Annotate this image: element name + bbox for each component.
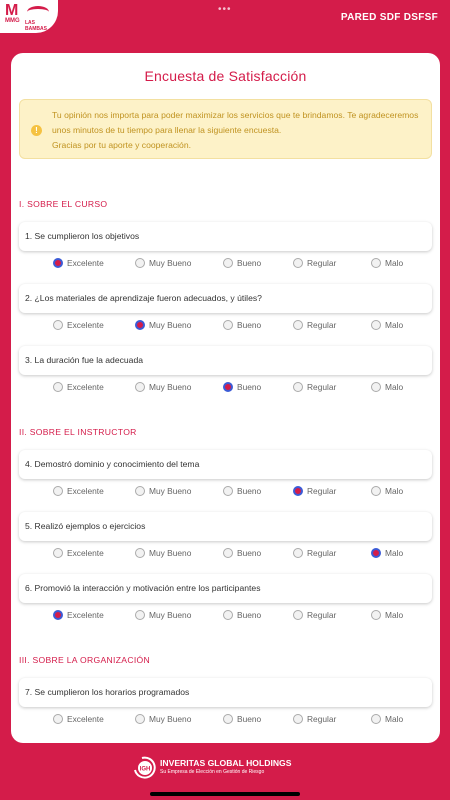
rating-option-label: Muy Bueno — [149, 382, 192, 392]
radio-button[interactable] — [293, 382, 303, 392]
rating-option[interactable] — [293, 486, 336, 496]
top-bar — [0, 0, 450, 35]
section-title: I. SOBRE EL CURSO — [19, 199, 108, 209]
radio-button[interactable] — [371, 382, 381, 392]
rating-option-label: Muy Bueno — [149, 320, 192, 330]
radio-button[interactable] — [223, 258, 233, 268]
radio-button[interactable] — [53, 320, 63, 330]
rating-option-label: Malo — [385, 610, 404, 620]
rating-option[interactable] — [223, 610, 261, 620]
rating-option-label: Excelente — [67, 258, 104, 268]
rating-option-label: Muy Bueno — [149, 258, 192, 268]
radio-button[interactable] — [371, 714, 381, 724]
info-icon: ! — [31, 125, 42, 136]
rating-option-label: Malo — [385, 382, 404, 392]
question-label: 7. Se cumplieron los horarios programados — [19, 678, 432, 707]
rating-option-label: Malo — [385, 714, 404, 724]
home-indicator[interactable] — [150, 792, 300, 796]
rating-option[interactable] — [293, 382, 336, 392]
question-label: 6. Promovió la interacción y motivación entre los participantes — [19, 574, 432, 603]
rating-option-label: Malo — [385, 548, 404, 558]
rating-option-label: Excelente — [67, 382, 104, 392]
company-name: INVERITAS GLOBAL HOLDINGS — [160, 758, 292, 768]
radio-button[interactable] — [53, 610, 63, 620]
rating-option-label: Excelente — [67, 486, 104, 496]
rating-option[interactable] — [293, 610, 336, 620]
rating-option-label: Bueno — [237, 610, 262, 620]
rating-option-label: Regular — [307, 714, 337, 724]
radio-button[interactable] — [53, 714, 63, 724]
survey-title: Encuesta de Satisfacción — [144, 68, 307, 84]
info-line-1: Tu opinión nos importa para poder maximizar los servicios que te brindamos. Te agradeceremos — [52, 110, 419, 120]
radio-button[interactable] — [293, 610, 303, 620]
radio-button[interactable] — [223, 320, 233, 330]
rating-option-label: Bueno — [237, 382, 262, 392]
rating-options — [19, 548, 432, 565]
logo-las-bambas-text: LAS BAMBAS — [25, 20, 47, 32]
radio-button[interactable] — [371, 610, 381, 620]
info-line-3: Gracias por tu aporte y cooperación. — [52, 140, 192, 150]
rating-option[interactable] — [293, 548, 336, 558]
radio-button[interactable] — [371, 258, 381, 268]
rating-option-label: Malo — [385, 258, 404, 268]
survey-sections — [11, 199, 440, 731]
rating-options — [19, 320, 432, 337]
rating-option[interactable] — [223, 548, 261, 558]
rating-option[interactable] — [371, 258, 403, 268]
radio-button[interactable] — [135, 320, 145, 330]
rating-option-label: Bueno — [237, 548, 262, 558]
rating-option-label: Excelente — [67, 548, 104, 558]
radio-button[interactable] — [293, 714, 303, 724]
rating-options — [19, 714, 432, 731]
rating-option-label: Muy Bueno — [149, 610, 192, 620]
rating-option-label: Muy Bueno — [149, 486, 192, 496]
rating-option-label: Regular — [307, 486, 337, 496]
rating-option[interactable] — [371, 320, 403, 330]
question-label: 2. ¿Los materiales de aprendizaje fueron adecuados, y útiles? — [19, 284, 432, 313]
rating-option[interactable] — [135, 548, 191, 558]
radio-button[interactable] — [293, 486, 303, 496]
footer — [0, 743, 450, 793]
rating-option[interactable] — [53, 548, 104, 558]
rating-option[interactable] — [53, 320, 104, 330]
rating-option[interactable] — [223, 258, 261, 268]
rating-options — [19, 258, 432, 275]
rating-option-label: Regular — [307, 548, 337, 558]
rating-option[interactable] — [135, 258, 191, 268]
radio-button[interactable] — [135, 486, 145, 496]
rating-option-label: Bueno — [237, 486, 262, 496]
radio-button[interactable] — [135, 258, 145, 268]
rating-option-label: Regular — [307, 610, 337, 620]
radio-button[interactable] — [53, 486, 63, 496]
radio-button[interactable] — [223, 382, 233, 392]
radio-button[interactable] — [371, 320, 381, 330]
radio-button[interactable] — [135, 548, 145, 558]
radio-button[interactable] — [53, 382, 63, 392]
rating-option[interactable] — [135, 486, 191, 496]
rating-option[interactable] — [293, 714, 336, 724]
radio-button[interactable] — [135, 714, 145, 724]
radio-button[interactable] — [223, 548, 233, 558]
company-tagline: Su Empresa de Elección en Gestión de Riesgo — [160, 769, 265, 775]
radio-button[interactable] — [371, 486, 381, 496]
rating-option[interactable] — [371, 548, 403, 558]
radio-button[interactable] — [135, 610, 145, 620]
rating-option-label: Muy Bueno — [149, 714, 192, 724]
question-label: 1. Se cumplieron los objetivos — [19, 222, 432, 251]
rating-option-label: Excelente — [67, 714, 104, 724]
rating-option-label: Bueno — [237, 258, 262, 268]
rating-option[interactable] — [371, 714, 403, 724]
radio-button[interactable] — [293, 320, 303, 330]
radio-button[interactable] — [135, 382, 145, 392]
rating-option[interactable] — [53, 486, 104, 496]
rating-option-label: Bueno — [237, 714, 262, 724]
rating-option-label: Muy Bueno — [149, 548, 192, 558]
question-label: 3. La duración fue la adecuada — [19, 346, 432, 375]
info-line-2: unos minutos de tu tiempo para llenar la siguiente encuesta. — [52, 125, 282, 135]
igh-logo-icon — [130, 752, 160, 782]
rating-option-label: Regular — [307, 320, 337, 330]
rating-option-label: Regular — [307, 258, 337, 268]
radio-button[interactable] — [223, 610, 233, 620]
rating-option[interactable] — [53, 382, 104, 392]
rating-option[interactable] — [223, 486, 261, 496]
radio-button[interactable] — [371, 548, 381, 558]
radio-button[interactable] — [293, 548, 303, 558]
rating-option[interactable] — [371, 382, 403, 392]
multitask-dots-icon[interactable]: ••• — [218, 4, 232, 15]
user-name: PARED SDF DSFSF — [340, 12, 438, 23]
rating-option[interactable] — [293, 320, 336, 330]
section-title: III. SOBRE LA ORGANIZACIÓN — [19, 655, 151, 665]
radio-button[interactable] — [293, 258, 303, 268]
radio-button[interactable] — [53, 548, 63, 558]
question-label: 5. Realizó ejemplos o ejercicios — [19, 512, 432, 541]
rating-option[interactable] — [223, 382, 261, 392]
rating-option-label: Excelente — [67, 320, 104, 330]
rating-options — [19, 486, 432, 503]
rating-option-label: Bueno — [237, 320, 262, 330]
radio-button[interactable] — [223, 486, 233, 496]
rating-option[interactable] — [53, 714, 104, 724]
rating-option[interactable] — [135, 320, 191, 330]
rating-option[interactable] — [53, 258, 104, 268]
rating-option-label: Excelente — [67, 610, 104, 620]
section-title: II. SOBRE EL INSTRUCTOR — [19, 427, 137, 437]
rating-options — [19, 610, 432, 627]
question-label: 4. Demostró dominio y conocimiento del tema — [19, 450, 432, 479]
rating-option[interactable] — [223, 320, 261, 330]
rating-option-label: Malo — [385, 320, 404, 330]
rating-option[interactable] — [53, 610, 104, 620]
radio-button[interactable] — [53, 258, 63, 268]
rating-option[interactable] — [135, 382, 191, 392]
igh-logo-text: IGH — [139, 766, 151, 773]
mmg-las-bambas-logo — [0, 0, 58, 33]
rating-option-label: Malo — [385, 486, 404, 496]
info-banner — [19, 99, 432, 159]
rating-option[interactable] — [135, 714, 191, 724]
survey-card — [11, 53, 440, 743]
radio-button[interactable] — [223, 714, 233, 724]
rating-option[interactable] — [371, 610, 403, 620]
logo-mmg-text: MMG — [5, 18, 20, 24]
logo-m-mark: M — [5, 2, 19, 19]
rating-option[interactable] — [135, 610, 191, 620]
rating-option-label: Regular — [307, 382, 337, 392]
rating-option[interactable] — [293, 258, 336, 268]
rating-option[interactable] — [371, 486, 403, 496]
rating-option[interactable] — [223, 714, 261, 724]
las-bambas-arc-icon — [27, 6, 49, 18]
rating-options — [19, 382, 432, 399]
